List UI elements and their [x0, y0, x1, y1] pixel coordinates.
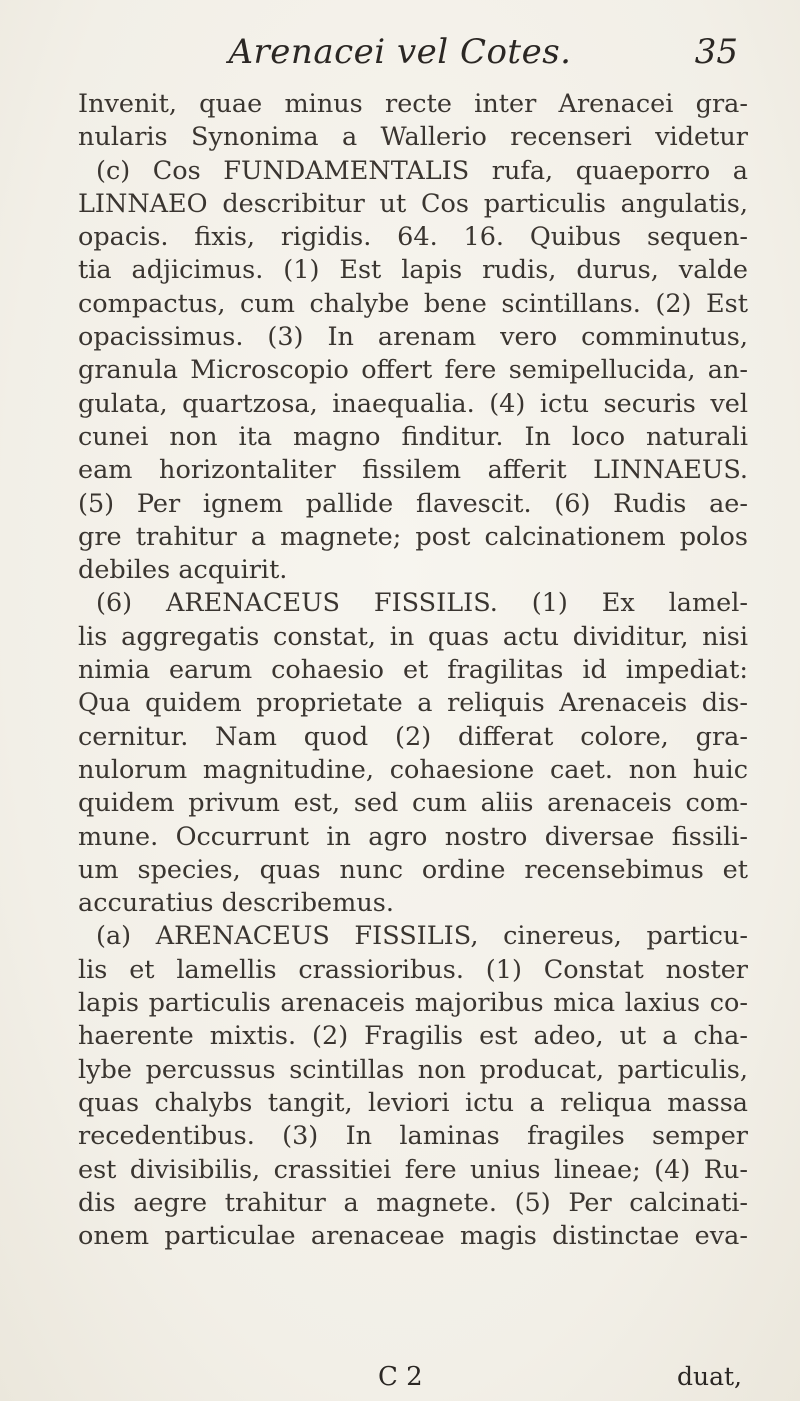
- text-line: quidem privum est, sed cum aliis arenaceis com-: [78, 788, 748, 819]
- page-header: [0, 18, 800, 78]
- signature-mark: C 2: [378, 1362, 423, 1392]
- text-line: opacissimus. (3) In arenam vero comminutus,: [78, 322, 748, 353]
- text-line: cernitur. Nam quod (2) differat colore, gra-: [78, 721, 748, 752]
- text-line: lapis particulis arenaceis majoribus mica laxius co-: [78, 988, 748, 1019]
- text-line: accuratius describemus.: [78, 888, 394, 919]
- text-line: opacis. fixis, rigidis. 64. 16. Quibus sequen-: [78, 222, 748, 253]
- text-line: nulorum magnitudine, cohaesione caet. non huic: [78, 754, 748, 785]
- text-line: onem particulae arenaceae magis distinctae eva-: [78, 1221, 748, 1252]
- text-line: granula Microscopio offert fere semipellucida, an-: [78, 355, 748, 386]
- text-line: nimia earum cohaesio et fragilitas id impediat:: [78, 655, 748, 686]
- text-line: gulata, quartzosa, inaequalia. (4) ictu securis vel: [78, 388, 748, 419]
- text-line: (5) Per ignem pallide flavescit. (6) Rudis ae-: [78, 488, 748, 519]
- text-line: compactus, cum chalybe bene scintillans. (2) Est: [78, 288, 748, 319]
- text-line: lis et lamellis crassioribus. (1) Constat noster: [78, 954, 748, 985]
- text-line: gre trahitur a magnete; post calcinationem polos: [78, 521, 748, 552]
- catchword: duat,: [676, 1362, 742, 1391]
- body-text: [78, 88, 748, 1253]
- text-line: eam horizontaliter fissilem afferit LINNAEUS.: [78, 455, 748, 486]
- text-line: Invenit, quae minus recte inter Arenacei gra-: [78, 89, 748, 119]
- text-line: nularis Synonima a Wallerio recenseri videtur: [78, 122, 748, 153]
- text-line: est divisibilis, crassitiei fere unius lineae; (4) Ru-: [78, 1154, 748, 1185]
- text-line: tia adjicimus. (1) Est lapis rudis, durus, valde: [78, 255, 748, 286]
- text-line: (6) ARENACEUS FISSILIS. (1) Ex lamel-: [96, 588, 748, 619]
- text-line: lybe percussus scintillas non producat, particulis,: [78, 1054, 748, 1085]
- text-line: um species, quas nunc ordine recensebimus et: [78, 854, 748, 885]
- text-line: LINNAEO describitur ut Cos particulis angulatis,: [78, 188, 748, 219]
- text-line: haerente mixtis. (2) Fragilis est adeo, ut a cha-: [78, 1021, 748, 1052]
- text-line: mune. Occurrunt in agro nostro diversae fissili-: [78, 821, 748, 852]
- text-line: debiles acquirit.: [78, 555, 288, 586]
- text-line: (c) Cos FUNDAMENTALIS rufa, quaeporro a: [96, 155, 748, 186]
- text-line: (a) ARENACEUS FISSILIS, cinereus, particu-: [96, 921, 748, 952]
- text-line: quas chalybs tangit, leviori ictu a reliqua massa: [78, 1087, 748, 1118]
- running-head: Arenacei vel Cotes.: [228, 32, 572, 72]
- page-footer: [0, 1362, 800, 1396]
- text-line: Qua quidem proprietate a reliquis Arenaceis dis-: [78, 688, 748, 719]
- text-line: dis aegre trahitur a magnete. (5) Per calcinati-: [78, 1187, 748, 1218]
- text-line: lis aggregatis constat, in quas actu dividitur, nisi: [78, 621, 748, 652]
- text-line: cunei non ita magno finditur. In loco naturali: [78, 421, 748, 452]
- text-line: recedentibus. (3) In laminas fragiles semper: [78, 1121, 748, 1152]
- page-number: 35: [694, 32, 738, 72]
